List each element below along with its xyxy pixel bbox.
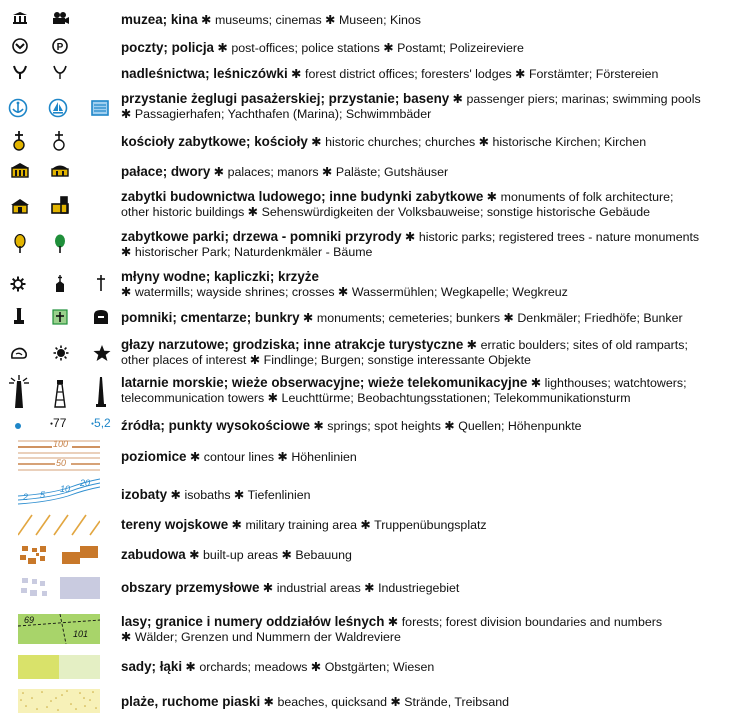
star-icon [93, 344, 111, 362]
legend-row-parks [0, 226, 750, 262]
boulder-icon [10, 346, 28, 360]
legend-text: pałace; dwory ✱ palaces; manors ✱ Paläste; Gutshäuser [121, 164, 449, 179]
legend-row-piers [0, 88, 750, 124]
legend-text: latarnie morskie; wieże obserwacyjne; wieże telekomunikacyjne ✱ lighthouses; watchtowers; telecommunication towers ✱ Leuchttürme; Beobachtungsstationen; Telekommunikationsturm [121, 375, 687, 405]
folk-architecture-icon [10, 198, 30, 214]
industrial-area-swatch [18, 576, 100, 600]
orchard-swatch [18, 655, 59, 679]
legend-text: nadleśnictwa; leśniczówki ✱ forest district offices; foresters' lodges ✱ Forstämter; Förstereien [121, 66, 659, 81]
rampart-icon [53, 345, 69, 361]
palace-icon [10, 162, 30, 178]
post-office-icon [11, 38, 29, 54]
legend-row-monuments [0, 306, 750, 330]
legend-row-post-police [0, 36, 750, 58]
spot-height-icon: ●77 [50, 416, 67, 430]
legend-text: izobaty ✱ isobaths ✱ Tiefenlinien [121, 487, 311, 502]
manor-icon [50, 163, 70, 177]
watchtower-icon [53, 378, 67, 408]
swimming-pool-icon [91, 100, 109, 116]
meadow-swatch [59, 655, 100, 679]
spring-icon [14, 422, 22, 430]
anchor-icon [8, 98, 28, 118]
legend-text: młyny wodne; kapliczki; krzyże ✱ watermills; wayside shrines; crosses ✱ Wassermühlen; Wegkapelle; Wegkreuz [121, 269, 568, 299]
legend-row-museums [0, 8, 750, 30]
cross-icon [95, 274, 107, 292]
legend-text: zabytkowe parki; drzewa - pomniki przyrody ✱ historic parks; registered trees - nature monuments ✱ historischer Park; Naturdenkmäler - Bäume [121, 229, 700, 259]
legend-text: przystanie żeglugi pasażerskiej; przystanie; baseny ✱ passenger piers; marinas; swimming pools ✱ Passagierhafen; Yachthafen (Marina); Schwimmbäder [121, 91, 701, 121]
monument-icon [13, 308, 25, 326]
registered-tree-icon [53, 234, 67, 254]
legend-text: obszary przemysłowe ✱ industrial areas ✱ Industriegebiet [121, 580, 460, 595]
legend-text: tereny wojskowe ✱ military training area ✱ Truppenübungsplatz [121, 517, 487, 532]
military-area-swatch [18, 514, 100, 536]
isobath-lines-swatch: 2 5 10 20 [18, 478, 100, 508]
legend-text: muzea; kina ✱ museums; cinemas ✱ Museen; Kinos [121, 12, 421, 27]
legend-row-churches [0, 130, 750, 154]
historic-building-icon [51, 196, 69, 214]
legend-row-boulders [0, 334, 750, 370]
legend-text: zabudowa ✱ built-up areas ✱ Bebauung [121, 547, 352, 562]
legend-row-orchards [0, 652, 750, 680]
legend-text: plaże, ruchome piaski ✱ beaches, quicksand ✱ Strände, Treibsand [121, 694, 509, 709]
legend-row-military [0, 512, 750, 538]
forest-swatch: 69 101 [18, 614, 100, 644]
wayside-shrine-icon [55, 274, 65, 294]
police-icon [51, 38, 69, 54]
legend-row-isobaths [0, 478, 750, 510]
legend-row-forest-offices [0, 62, 750, 84]
legend-text: zabytki budownictwa ludowego; inne budynki zabytkowe ✱ monuments of folk architecture; other historic buildings ✱ Sehenswürdigkeiten der Volksbauweise; sonstige historische Gebäude [121, 189, 674, 219]
svg-text:P: P [56, 42, 64, 53]
legend-row-folk-architecture [0, 186, 750, 222]
legend-text: poziomice ✱ contour lines ✱ Höhenlinien [121, 449, 357, 464]
legend-text: sady; łąki ✱ orchards; meadows ✱ Obstgärten; Wiesen [121, 659, 435, 674]
built-up-swatch [18, 544, 100, 566]
contour-lines-swatch: 100 50 [18, 438, 100, 476]
spot-height-decimal-icon: ●5,2 [91, 416, 111, 430]
sailboat-icon [48, 98, 68, 118]
legend-text: źródła; punkty wysokościowe ✱ springs; spot heights ✱ Quellen; Höhenpunkte [121, 418, 582, 433]
beach-swatch [18, 689, 100, 713]
lighthouse-icon [8, 374, 30, 410]
legend-row-towers [0, 372, 750, 412]
historic-park-icon [13, 234, 27, 254]
legend-row-contours [0, 438, 750, 476]
legend-text: lasy; granice i numery oddziałów leśnych ✱ forests; forest division boundaries and numbers ✱ Wälder; Grenzen und Nummern der Waldreviere [121, 614, 663, 644]
cemetery-icon [52, 309, 68, 325]
forest-office-icon [12, 64, 28, 80]
legend-row-springs [0, 414, 750, 436]
legend-row-watermills [0, 266, 750, 302]
historic-church-icon [12, 130, 26, 152]
legend-text: kościoły zabytkowe; kościoły ✱ historic churches; churches ✱ historische Kirchen; Kirchen [121, 134, 647, 149]
legend-text: pomniki; cmentarze; bunkry ✱ monuments; cemeteries; bunkers ✱ Denkmäler; Friedhöfe; Bunker [121, 310, 683, 325]
bunker-icon [93, 309, 109, 325]
telecom-tower-icon [94, 376, 108, 408]
watermill-icon [10, 276, 26, 292]
museum-icon [12, 11, 28, 25]
forester-lodge-icon [52, 64, 68, 80]
legend-row-industrial [0, 574, 750, 602]
legend-row-beaches [0, 686, 750, 716]
cinema-icon [52, 11, 70, 25]
legend-text: poczty; policja ✱ post-offices; police stations ✱ Postamt; Polizeireviere [121, 40, 524, 55]
legend-row-built-up [0, 542, 750, 568]
church-icon [52, 130, 66, 152]
legend-row-palaces [0, 160, 750, 182]
legend-text: głazy narzutowe; grodziska; inne atrakcje turystyczne ✱ erratic boulders; sites of old ramparts; other places of interest ✱ Findlinge; Burgen; sonstige interessante Objekte [121, 337, 688, 367]
legend-row-forests [0, 610, 750, 646]
